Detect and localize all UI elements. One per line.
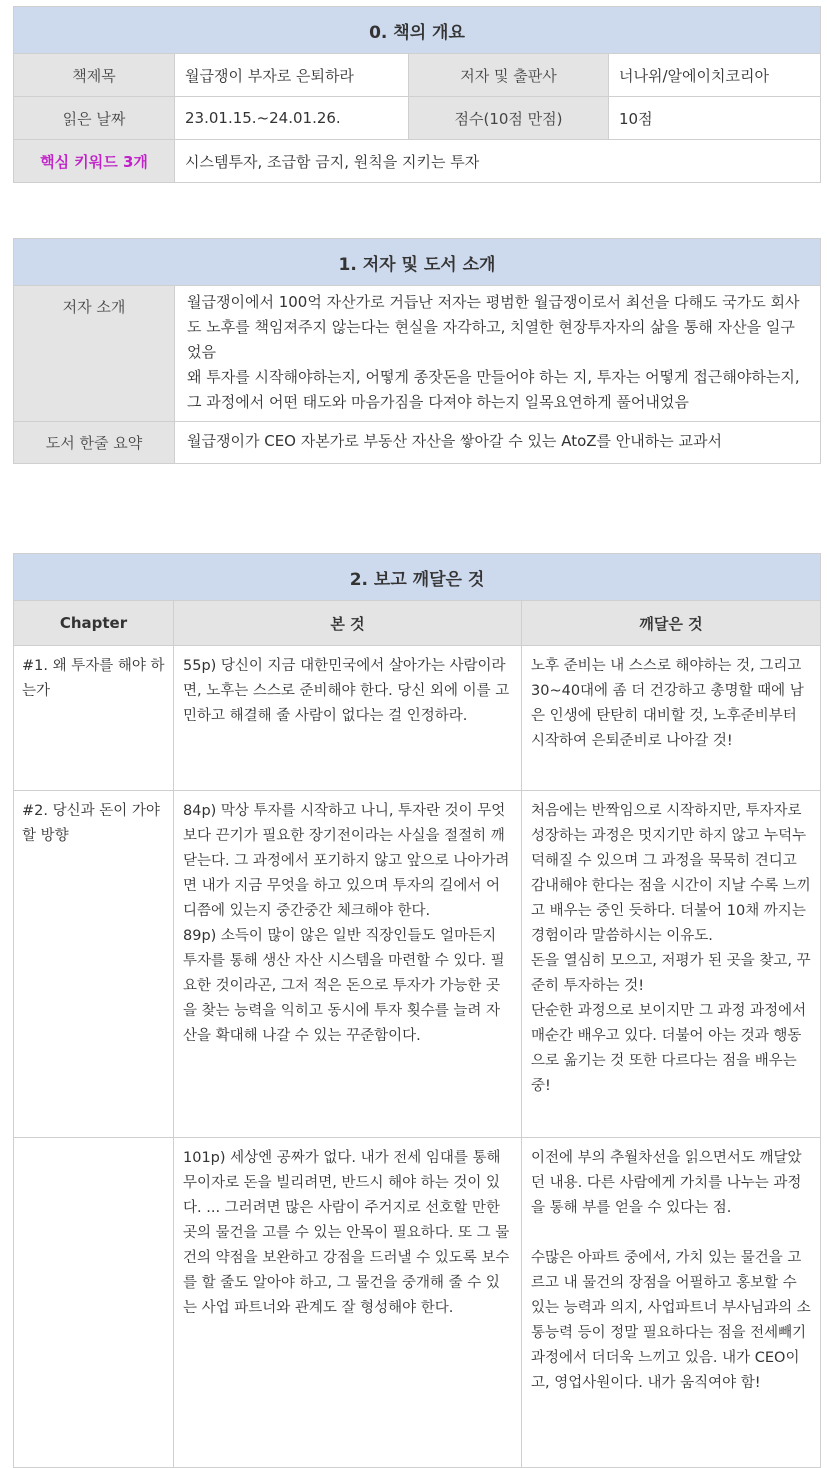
keywords-label: 핵심 키워드 3개 bbox=[14, 140, 175, 183]
realized-cell: 처음에는 반짝임으로 시작하지만, 투자자로 성장하는 과정은 멋지기만 하지 않고 누덕누덕해질 수 있으며 그 과정을 묵묵히 견디고 감내해야 한다는 점을 시간이 지날 수록 느끼고 배우는 중인 듯하다. 더불어 10채 까지는 경험이라 말씀하시는 이유도. 돈을 열심히 모으고, 저평가 된 곳을 찾고, 꾸준히 투자하는 것! 단순한 과정으로 보이지만 그 과정 과정에서 매순간 배우고 있다. 더불어 아는 것과 행동으로 옮기는 것 또한 다르다는 점을 배우는 중! bbox=[522, 791, 821, 1138]
chapter-cell: #2. 당신과 돈이 가야할 방향 bbox=[14, 791, 174, 1138]
author-publisher-value: 너나위/알에이치코리아 bbox=[609, 54, 821, 97]
book-overview-table bbox=[13, 6, 821, 183]
score-value: 10점 bbox=[609, 97, 821, 140]
table-row bbox=[14, 1138, 821, 1468]
section0-title: 0. 책의 개요 bbox=[14, 7, 821, 54]
chapter-cell: #1. 왜 투자를 해야 하는가 bbox=[14, 646, 174, 791]
chapter-cell bbox=[14, 1138, 174, 1468]
realized-header: 깨달은 것 bbox=[522, 601, 821, 646]
summary-label: 도서 한줄 요약 bbox=[14, 422, 175, 464]
seen-cell: 101p) 세상엔 공짜가 없다. 내가 전세 임대를 통해 무이자로 돈을 빌리려면, 반드시 해야 하는 것이 있다. ... 그러려면 많은 사람이 주거지로 선호할 만한 곳의 물건을 고를 수 있는 안목이 필요하다. 또 그 물건의 약점을 보완하고 강점을 드러낼 수 있도록 보수를 할 줄도 알아야 하고, 그 물건을 중개해 줄 수 있는 사업 파트너와 관계도 잘 형성해야 한다. bbox=[174, 1138, 522, 1468]
read-date-value: 23.01.15.~24.01.26. bbox=[175, 97, 409, 140]
section2-title: 2. 보고 깨달은 것 bbox=[14, 554, 821, 601]
author-intro-value: 월급쟁이에서 100억 자산가로 거듭난 저자는 평범한 월급쟁이로서 최선을 다해도 국가도 회사도 노후를 책임져주지 않는다는 현실을 자각하고, 치열한 현장투자자의 삶을 통해 자산을 일구었음 왜 투자를 시작해야하는지, 어떻게 종잣돈을 만들어야 하는 지, 투자는 어떻게 접근해야하는지, 그 과정에서 어떤 태도와 마음가짐을 다져야 하는지 일목요연하게 풀어내었음 bbox=[175, 286, 821, 422]
chapter-header: Chapter bbox=[14, 601, 174, 646]
seen-cell: 84p) 막상 투자를 시작하고 나니, 투자란 것이 무엇보다 끈기가 필요한 장기전이라는 사실을 절절히 깨닫는다. 그 과정에서 포기하지 않고 앞으로 나아가려면 내가 지금 무엇을 하고 있으며 투자의 길에서 어디쯤에 있는지 중간중간 체크해야 한다. 89p) 소득이 많이 않은 일반 직장인들도 얼마든지 투자를 통해 생산 자산 시스템을 마련할 수 있다. 필요한 것이라곤, 그저 적은 돈으로 투자가 가능한 곳을 찾는 능력을 익히고 동시에 투자 횟수를 늘려 자산을 확대해 나갈 수 있는 꾸준함이다. bbox=[174, 791, 522, 1138]
score-label: 점수(10점 만점) bbox=[409, 97, 609, 140]
realized-cell: 노후 준비는 내 스스로 해야하는 것, 그리고 30~40대에 좀 더 건강하고 총명할 때에 남은 인생에 탄탄히 대비할 것, 노후준비부터 시작하여 은퇴준비로 나아갈 것! bbox=[522, 646, 821, 791]
table-row bbox=[14, 791, 821, 1138]
table-row bbox=[14, 646, 821, 791]
seen-cell: 55p) 당신이 지금 대한민국에서 살아가는 사람이라면, 노후는 스스로 준비해야 한다. 당신 외에 이를 고민하고 해결해 줄 사람이 없다는 걸 인정하라. bbox=[174, 646, 522, 791]
insights-table bbox=[13, 553, 821, 1468]
book-title-label: 책제목 bbox=[14, 54, 175, 97]
author-intro-label: 저자 소개 bbox=[14, 286, 175, 422]
read-date-label: 읽은 날짜 bbox=[14, 97, 175, 140]
seen-header: 본 것 bbox=[174, 601, 522, 646]
keywords-value: 시스템투자, 조급함 금지, 원칙을 지키는 투자 bbox=[175, 140, 821, 183]
section1-title: 1. 저자 및 도서 소개 bbox=[14, 239, 821, 286]
author-book-intro-table bbox=[13, 238, 821, 464]
book-title-value: 월급쟁이 부자로 은퇴하라 bbox=[175, 54, 409, 97]
summary-value: 월급쟁이가 CEO 자본가로 부동산 자산을 쌓아갈 수 있는 AtoZ를 안내하는 교과서 bbox=[175, 422, 821, 464]
realized-cell: 이전에 부의 추월차선을 읽으면서도 깨달았던 내용. 다른 사람에게 가치를 나누는 과정을 통해 부를 얻을 수 있다는 점. 수많은 아파트 중에서, 가치 있는 물건을 고르고 내 물건의 장점을 어필하고 홍보할 수 있는 능력과 의지, 사업파트너 부사님과의 소통능력 등이 정말 필요하다는 점을 전세빼기 과정에서 더더욱 느끼고 있음. 내가 CEO이고, 영업사원이다. 내가 움직여야 함! bbox=[522, 1138, 821, 1468]
author-publisher-label: 저자 및 출판사 bbox=[409, 54, 609, 97]
